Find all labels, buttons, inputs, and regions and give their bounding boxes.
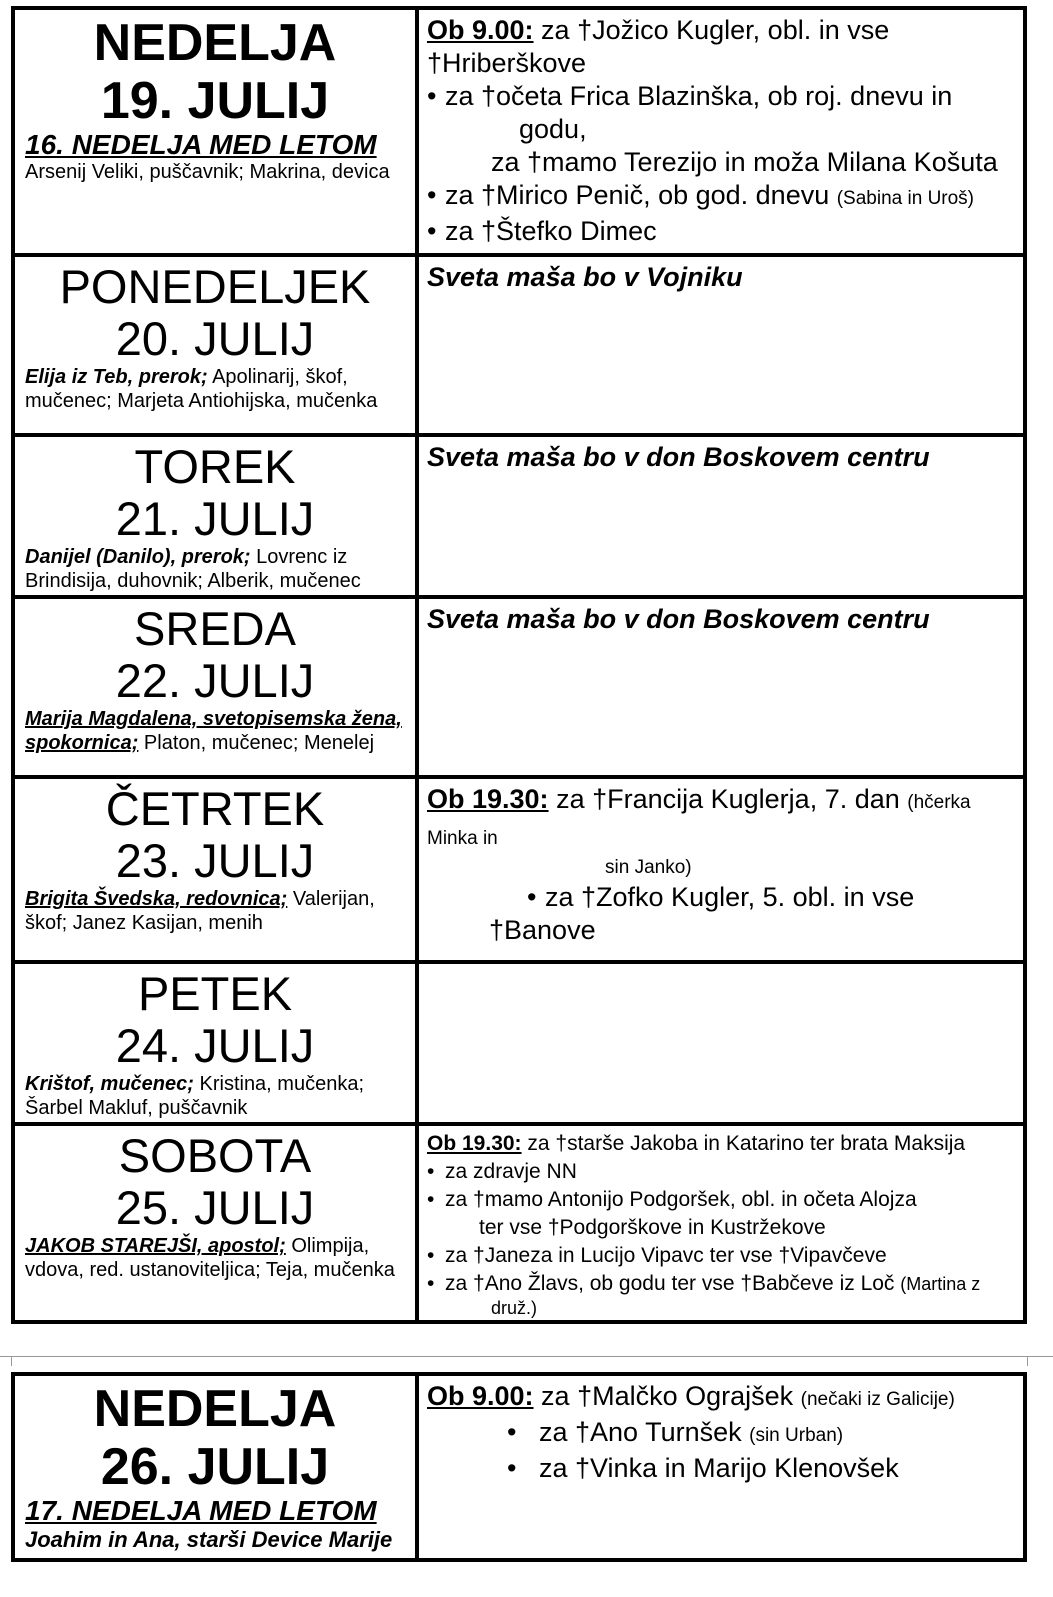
day-name: SREDA xyxy=(134,602,296,655)
bullet-icon: • xyxy=(427,1244,435,1267)
bullet-icon: • xyxy=(427,1188,435,1211)
mass-cell xyxy=(417,435,1025,597)
mass-cell xyxy=(417,1124,1025,1322)
day-name: ČETRTEK xyxy=(105,782,325,835)
saints-of-day xyxy=(25,545,405,593)
day-cell xyxy=(13,962,417,1124)
mass-intention xyxy=(427,1158,1017,1186)
bullet-icon: • xyxy=(427,1160,435,1183)
intention-text: za zdravje NN xyxy=(445,1160,577,1183)
bullet-icon: • xyxy=(427,1272,435,1295)
intention-text: za †Mirico Penič, ob god. dnevu xyxy=(445,180,837,210)
intention-donor: (nečaki iz Galicije) xyxy=(800,1389,955,1410)
day-name: NEDELJA xyxy=(93,14,337,72)
saints-plain: Arsenij Veliki, puščavnik; Makrina, devica xyxy=(25,161,390,183)
saints-plain: Platon, mučenec; Menelej xyxy=(138,732,375,754)
schedule-row-saturday-25 xyxy=(13,1124,1025,1322)
saints-main: Brigita Švedska, redovnica; xyxy=(25,888,288,910)
day-name: SOBOTA xyxy=(118,1129,312,1182)
page-break-marker xyxy=(0,1356,1053,1366)
intention-text: za †Jožico Kugler, obl. in vse †Hriberškove xyxy=(427,15,890,78)
bullet-icon: • xyxy=(527,882,537,912)
mass-schedule-week-1 xyxy=(11,6,1027,1324)
saints-plain: Kristina, mučenka; Šarbel Makluf, puščavnik xyxy=(25,1073,365,1119)
day-date: 25. JULIJ xyxy=(115,1181,315,1234)
intention-donor-continuation: sin Janko) xyxy=(605,857,692,878)
mass-cell xyxy=(417,777,1025,962)
liturgical-occasion: 16. NEDELJA MED LETOM xyxy=(25,129,377,160)
day-date: 20. JULIJ xyxy=(115,312,315,365)
day-name: PETEK xyxy=(137,967,293,1020)
saints-of-day xyxy=(25,160,405,184)
intention-continuation: †Banove xyxy=(489,915,596,945)
bullet-icon: • xyxy=(427,216,437,246)
schedule-row-sunday-26 xyxy=(13,1374,1025,1560)
schedule-row-thursday-23 xyxy=(13,777,1025,962)
mass-intention xyxy=(427,1452,1017,1485)
mass-time: Ob 9.00: xyxy=(427,15,534,45)
mass-location-note: Sveta maša bo v Vojniku xyxy=(427,262,743,292)
mass-intention xyxy=(427,14,1017,80)
day-cell xyxy=(13,1124,417,1322)
mass-cell xyxy=(417,962,1025,1124)
saints-main: Elija iz Teb, prerok; xyxy=(25,366,208,388)
mass-location-note: Sveta maša bo v don Boskovem centru xyxy=(427,442,930,472)
mass-intention xyxy=(427,215,1017,248)
intention-donor: (sin Urban) xyxy=(749,1425,844,1446)
day-cell xyxy=(13,8,417,255)
page-break-line xyxy=(0,1356,1053,1357)
schedule-row-monday-20 xyxy=(13,255,1025,435)
saints-of-day xyxy=(25,887,405,935)
mass-time: Ob 9.00: xyxy=(427,1381,534,1411)
intention-continuation: godu, xyxy=(519,114,587,144)
mass-cell xyxy=(417,255,1025,435)
intention-text: za †Francija Kuglerja, 7. dan xyxy=(548,784,908,814)
intention-text: za †Janeza in Lucijo Vipavc ter vse †Vipavčeve xyxy=(445,1244,887,1267)
mass-intention xyxy=(427,1380,1017,1416)
mass-intention xyxy=(427,1242,1017,1270)
day-date: 21. JULIJ xyxy=(115,492,315,545)
page-margin-tick xyxy=(11,1356,12,1366)
intention-continuation: ter vse †Podgorškove in Kustržekove xyxy=(479,1216,826,1239)
saints-of-day xyxy=(25,707,405,755)
day-cell xyxy=(13,435,417,597)
intention-text: za †starše Jakoba in Katarino ter brata Maksija xyxy=(521,1132,966,1155)
mass-intention xyxy=(427,783,1017,855)
day-cell xyxy=(13,255,417,435)
day-name: PONEDELJEK xyxy=(59,260,371,313)
saints-plain: Valerijan, škof; Janez Kasijan, menih xyxy=(25,888,375,934)
mass-intention xyxy=(427,1270,1017,1298)
mass-intention xyxy=(427,1130,1017,1158)
bullet-icon: • xyxy=(427,180,437,210)
mass-schedule-week-2 xyxy=(11,1372,1027,1562)
day-name: NEDELJA xyxy=(93,1380,337,1438)
mass-location-note: Sveta maša bo v don Boskovem centru xyxy=(427,604,930,634)
schedule-row-wednesday-22 xyxy=(13,597,1025,777)
intention-text: za †Ano Turnšek xyxy=(539,1417,750,1447)
mass-time: Ob 19.30: xyxy=(427,1132,522,1155)
saints-main: Krištof, mučenec; xyxy=(25,1073,194,1095)
schedule-row-friday-24 xyxy=(13,962,1025,1124)
saints-of-day xyxy=(25,1072,405,1120)
day-cell xyxy=(13,597,417,777)
schedule-row-sunday-19 xyxy=(13,8,1025,255)
mass-intention xyxy=(427,881,1017,914)
saints-of-day xyxy=(25,1526,405,1554)
day-date: 23. JULIJ xyxy=(115,834,315,887)
intention-text: za †Štefko Dimec xyxy=(445,216,657,246)
day-cell xyxy=(13,777,417,962)
saints-of-day xyxy=(25,365,405,413)
mass-intention xyxy=(427,80,1017,113)
day-cell xyxy=(13,1374,417,1560)
day-date: 22. JULIJ xyxy=(115,654,315,707)
saints-plain: Apolinarij, škof, mučenec; Marjeta Antiohijska, mučenka xyxy=(25,366,378,412)
mass-time: Ob 19.30: xyxy=(427,784,549,814)
intention-text: za †Malčko Ograjšek xyxy=(533,1381,801,1411)
intention-donor: (Sabina in Uroš) xyxy=(836,188,975,209)
day-date: 26. JULIJ xyxy=(100,1438,330,1496)
bullet-icon: • xyxy=(507,1453,517,1483)
day-date: 24. JULIJ xyxy=(115,1019,315,1072)
intention-text: za †očeta Frica Blazinška, ob roj. dnevu in xyxy=(445,81,953,111)
intention-donor: (hčerka Minka in xyxy=(427,792,971,849)
bullet-icon: • xyxy=(427,81,437,111)
saints-main: JAKOB STAREJŠI, apostol; xyxy=(25,1235,286,1257)
mass-intention xyxy=(427,1416,1017,1452)
intention-text: za †Ano Žlavs, ob godu ter vse †Babčeve iz Loč xyxy=(445,1272,901,1295)
mass-cell xyxy=(417,8,1025,255)
intention-text: za †Vinka in Marijo Klenovšek xyxy=(539,1453,899,1483)
saints-main: Joahim in Ana, starši Device Marije xyxy=(25,1527,393,1552)
page-margin-tick xyxy=(1027,1356,1028,1366)
saints-of-day xyxy=(25,1234,405,1282)
intention-text: za †Zofko Kugler, 5. obl. in vse xyxy=(545,882,915,912)
mass-intention xyxy=(427,1186,1017,1214)
saints-plain: Olimpija, vdova, red. ustanoviteljica; Teja, mučenka xyxy=(25,1235,395,1281)
liturgical-occasion: 17. NEDELJA MED LETOM xyxy=(25,1495,377,1526)
day-date: 19. JULIJ xyxy=(100,72,330,130)
mass-cell xyxy=(417,597,1025,777)
bullet-icon: • xyxy=(507,1417,517,1447)
saints-main: Danijel (Danilo), prerok; xyxy=(25,546,251,568)
intention-donor-continuation: druž.) xyxy=(491,1298,538,1318)
schedule-row-tuesday-21 xyxy=(13,435,1025,597)
mass-intention xyxy=(427,179,1017,215)
saints-plain: Lovrenc iz Brindisija, duhovnik; Alberik, mučenec xyxy=(25,546,361,592)
day-name: TOREK xyxy=(134,440,296,493)
intention-text: za †mamo Antonijo Podgoršek, obl. in očeta Alojza xyxy=(445,1188,917,1211)
intention-donor: (Martina z xyxy=(900,1274,981,1294)
saints-main: Marija Magdalena, svetopisemska žena, spokornica; xyxy=(25,708,402,754)
mass-cell xyxy=(417,1374,1025,1560)
intention-continuation: za †mamo Terezijo in moža Milana Košuta xyxy=(491,147,998,177)
